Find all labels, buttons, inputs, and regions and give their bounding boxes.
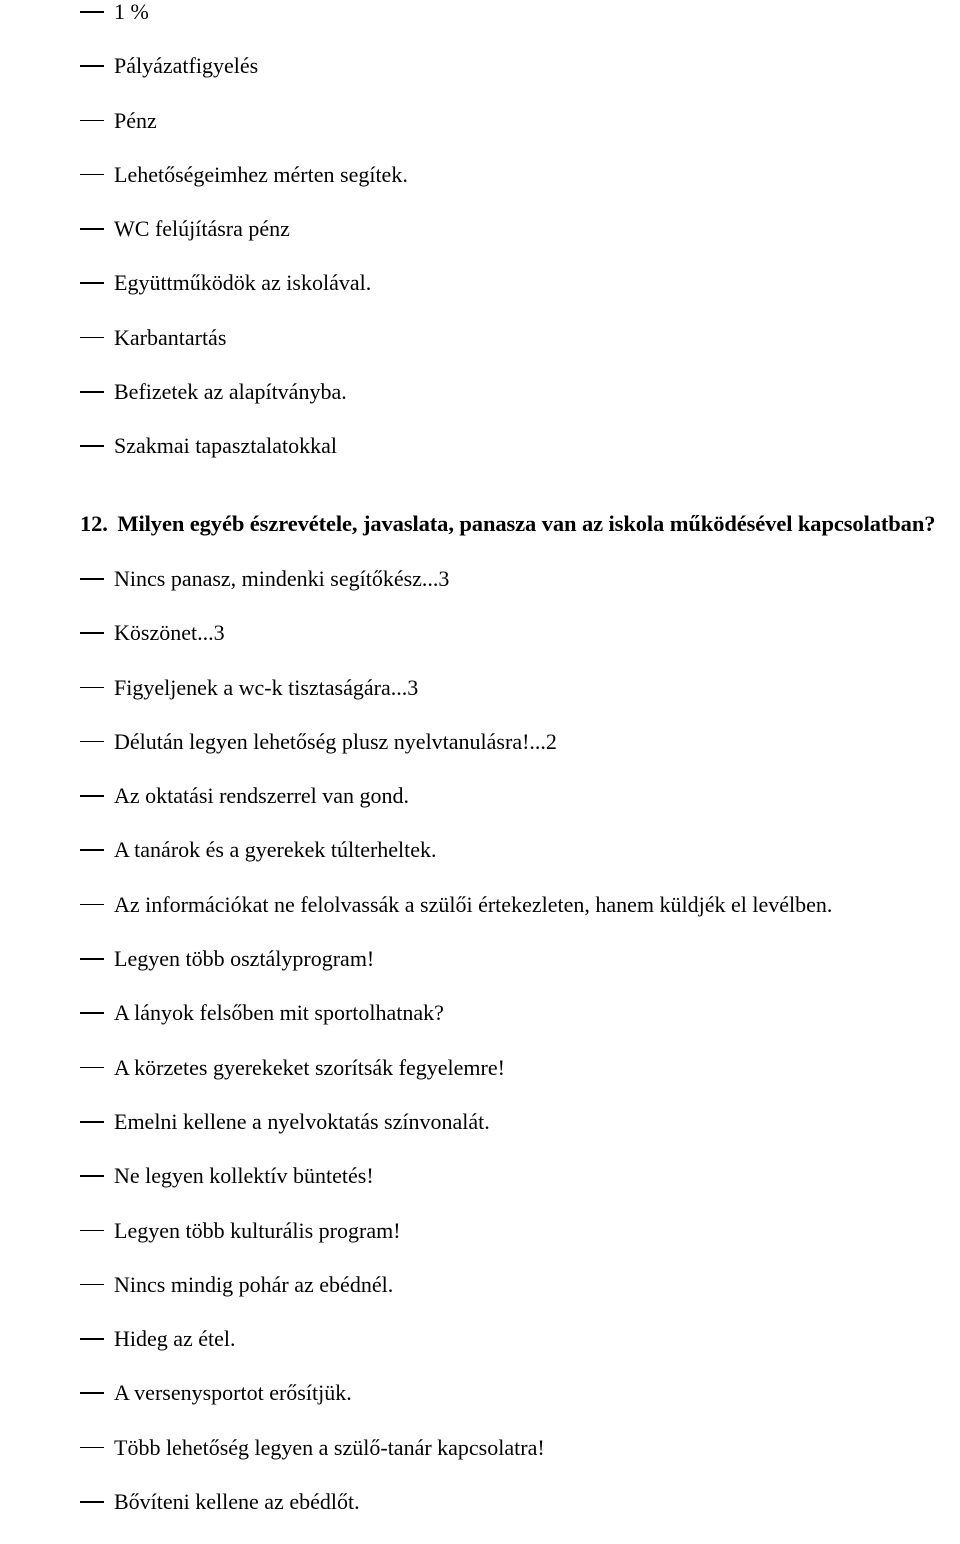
dash-bullet [80,1175,104,1177]
list-item-text: A körzetes gyerekeket szorítsák fegyelemre! [114,1054,505,1080]
list-item-text: Több lehetőség legyen a szülő-tanár kapcsolatra! [114,1434,545,1460]
list-item [0,109,960,163]
question-heading [80,512,935,536]
list-item-text: Lehetőségeimhez mérten segítek. [114,161,408,187]
dash-bullet [80,904,104,906]
list-item [0,730,960,784]
dash-bullet [80,578,104,580]
list-item-text: A tanárok és a gyerekek túlterheltek. [114,837,437,863]
list-item-text: A versenysportot erősítjük. [114,1380,352,1406]
list-item-text: Együttműködök az iskolával. [114,270,372,296]
dash-bullet [80,11,104,13]
list-item [0,1381,960,1435]
list-item [0,567,960,621]
dash-bullet [80,1121,104,1123]
list-item [0,326,960,380]
list-item [0,621,960,675]
list-item-text: Legyen több kulturális program! [114,1217,401,1243]
list-item-text: Pénz [114,107,157,133]
question-number: 12. [80,511,108,536]
list-item-text: Befizetek az alapítványba. [114,379,347,405]
list-answers [0,567,960,1544]
dash-bullet [80,1447,104,1449]
list-item [0,1219,960,1273]
dash-bullet [80,1338,104,1340]
list-item [0,54,960,108]
list-item-text: WC felújításra pénz [114,216,290,242]
list-item-text: Hideg az étel. [114,1326,236,1352]
dash-bullet [80,174,104,176]
list-item-text: Legyen több osztályprogram! [114,946,375,972]
list-item-text: Nincs panasz, mindenki segítőkész...3 [114,566,450,591]
list-item [0,893,960,947]
list-item [0,271,960,325]
question-text: Milyen egyéb észrevétele, javaslata, panasza van az iskola működésével kapcsolatban? [117,511,936,536]
list-item-text: Nincs mindig pohár az ebédnél. [114,1271,394,1297]
list-item-text: Az információkat ne felolvassák a szülői értekezleten, hanem küldjék el levélben. [114,891,833,917]
list-item [0,784,960,838]
list-item [0,1001,960,1055]
list-support [0,0,960,489]
list-item-text: Pályázatfigyelés [114,53,259,79]
list-item-text: Szakmai tapasztalatokkal [114,433,337,459]
list-item-text: Köszönet...3 [114,620,225,646]
list-item [0,1056,960,1110]
list-item-text: Bővíteni kellene az ebédlőt. [114,1489,360,1515]
list-item [0,1110,960,1164]
dash-bullet [80,849,104,851]
list-item-text: Emelni kellene a nyelvoktatás színvonalát. [114,1108,490,1134]
list-item [0,947,960,1001]
dash-bullet [80,282,104,284]
list-item [0,676,960,730]
dash-bullet [80,1012,104,1014]
list-item-text: Ne legyen kollektív büntetés! [114,1163,374,1189]
list-item [0,1490,960,1544]
list-item-text: Figyeljenek a wc-k tisztaságára...3 [114,674,419,700]
dash-bullet [80,958,104,960]
list-item [0,1327,960,1381]
list-item-text: A lányok felsőben mit sportolhatnak? [114,1000,444,1026]
list-item [0,1436,960,1490]
list-item [0,217,960,271]
list-item [0,163,960,217]
list-item-text: Délután legyen lehetőség plusz nyelvtanulásra!...2 [114,728,557,754]
list-item-text: 1 % [114,0,149,24]
list-item [0,434,960,488]
list-item [0,1164,960,1218]
dash-bullet [80,795,104,797]
list-item-text: Karbantartás [114,324,227,350]
list-item [0,838,960,892]
list-item-text: Az oktatási rendszerrel van gond. [114,783,410,809]
dash-bullet [80,632,104,634]
dash-bullet [80,741,104,743]
dash-bullet [80,1392,104,1394]
dash-bullet [80,1067,104,1069]
dash-bullet [80,1230,104,1232]
dash-bullet [80,65,104,67]
dash-bullet [80,687,104,689]
dash-bullet [80,445,104,447]
dash-bullet [80,337,104,339]
dash-bullet [80,1284,104,1286]
dash-bullet [80,1501,104,1503]
list-item [0,1273,960,1327]
dash-bullet [80,391,104,393]
dash-bullet [80,120,104,122]
list-item [0,0,960,54]
list-item [0,380,960,434]
dash-bullet [80,228,104,230]
